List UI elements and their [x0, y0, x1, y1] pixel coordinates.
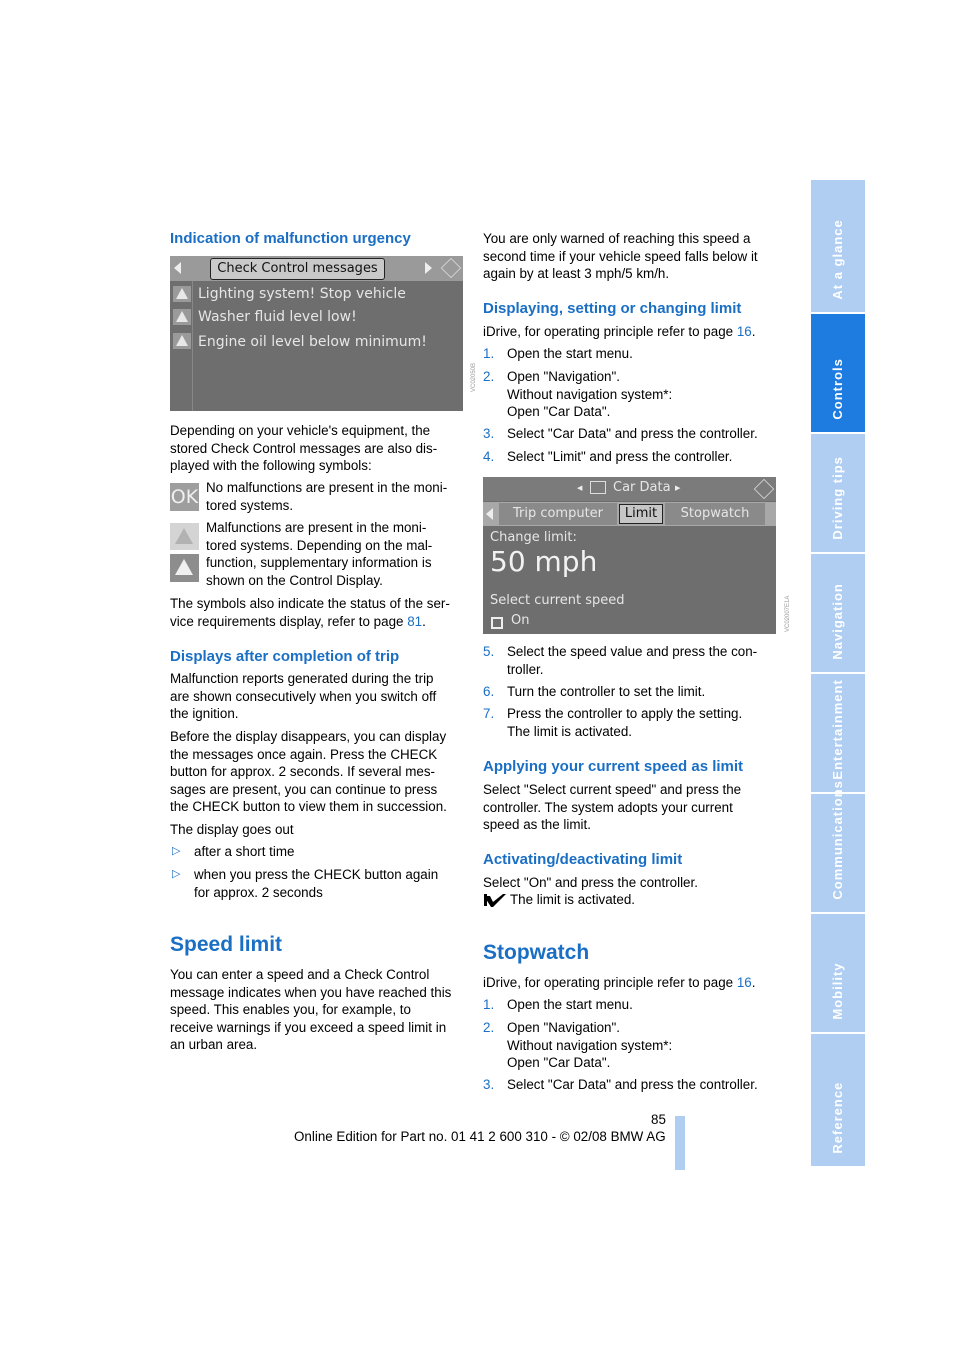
step-number: 5. — [483, 644, 495, 659]
step-text: Open the start menu. — [507, 346, 633, 361]
paragraph-activate: Select "On" and press the controller. — [483, 875, 698, 890]
step-text: Open the start menu. — [507, 997, 633, 1012]
message-item: Washer fluid level low! — [198, 309, 357, 325]
bullet-item: after a short time — [194, 844, 295, 859]
arrow-left-icon — [174, 262, 181, 274]
bullet-item: when you press the CHECK button again for approx. 2 seconds — [194, 867, 439, 900]
heading-stopwatch: Stopwatch — [483, 941, 590, 964]
screen-header: Car Data — [613, 480, 671, 495]
step-text: Open "Navigation". Without navigation system*: Open "Car Data". — [507, 1020, 673, 1071]
warning-icon — [173, 333, 191, 349]
select-current-speed[interactable]: Select current speed — [490, 593, 625, 608]
image-code: VC02050B — [471, 362, 477, 392]
arrow-right-small-icon: ▶ — [675, 484, 681, 492]
ok-icon: OK — [170, 483, 199, 511]
step-number: 1. — [483, 346, 495, 361]
step-number: 4. — [483, 449, 495, 464]
arrow-right-icon — [425, 262, 432, 274]
edition-line: Online Edition for Part no. 01 41 2 600 310 - © 02/08 BMW AG — [294, 1129, 666, 1144]
paragraph-idrive: iDrive, for operating principle refer to page 16. — [483, 324, 756, 339]
check-control-screen — [170, 256, 463, 411]
check-icon — [483, 893, 507, 908]
paragraph-status: The symbols also indicate the status of the ser- vice requirements display, refer to page 81. — [170, 596, 450, 629]
step-number: 2. — [483, 369, 495, 384]
warning-icon — [173, 286, 191, 302]
image-code: VC02007E1A — [785, 595, 791, 632]
step-number: 3. — [483, 426, 495, 441]
page-number: 85 — [651, 1112, 666, 1127]
arrow-left-icon — [486, 508, 493, 520]
step-text: Select "Car Data" and press the controller. — [507, 426, 758, 441]
page-marker-bar — [675, 1116, 685, 1170]
tab-trip-computer[interactable]: Trip computer — [499, 503, 617, 525]
paragraph-idrive: iDrive, for operating principle refer to page 16. — [483, 975, 756, 990]
heading-display-limit: Displaying, setting or changing limit — [483, 300, 742, 317]
tab-navigation[interactable]: Navigation — [811, 554, 865, 672]
tab-limit[interactable]: Limit — [619, 504, 663, 524]
divider — [192, 281, 193, 411]
paragraph-activated: The limit is activated. — [510, 892, 636, 907]
speed-value[interactable]: 50 mph — [490, 545, 598, 578]
paragraph-trip: Malfunction reports generated during the trip are shown consecutively when you switch off the ignition. — [170, 671, 437, 722]
warning-dark-icon — [170, 554, 199, 582]
bullet-arrow-icon: ▷ — [172, 868, 181, 880]
paragraph-warned: You are only warned of reaching this speed a second time if your vehicle speed falls below it again by at least 3 mph/5 km/h. — [483, 231, 758, 282]
step-text: Select the speed value and press the con- troller. — [507, 644, 758, 677]
warning-light-icon — [170, 523, 199, 550]
heading-activate: Activating/deactivating limit — [483, 851, 683, 868]
tab-at-a-glance[interactable]: At a glance — [811, 180, 865, 312]
step-number: 1. — [483, 997, 495, 1012]
checkbox-icon[interactable] — [491, 617, 503, 629]
heading-trip: Displays after completion of trip — [170, 648, 400, 665]
screen-title: Check Control messages — [210, 258, 385, 280]
tab-stopwatch[interactable]: Stopwatch — [665, 503, 765, 525]
heading-malfunction-urgency: Indication of malfunction urgency — [170, 230, 411, 247]
page-link[interactable]: 16 — [736, 324, 752, 339]
page-link[interactable]: 81 — [407, 613, 423, 629]
on-label: On — [511, 613, 530, 628]
step-number: 3. — [483, 1077, 495, 1092]
step-text: Press the controller to apply the setting. The limit is activated. — [507, 706, 743, 739]
paragraph-apply: Select "Select current speed" and press the controller. The system adopts your current speed as the limit. — [483, 782, 742, 833]
tab-reference[interactable]: Reference — [811, 1034, 865, 1166]
bullet-arrow-icon: ▷ — [172, 845, 181, 857]
step-text: Select "Limit" and press the controller. — [507, 449, 733, 464]
step-number: 7. — [483, 706, 495, 721]
step-text: Open "Navigation". Without navigation system*: Open "Car Data". — [507, 369, 673, 420]
tab-driving-tips[interactable]: Driving tips — [811, 434, 865, 552]
heading-speed-limit: Speed limit — [170, 933, 283, 956]
car-data-screen — [483, 477, 776, 634]
change-limit-label: Change limit: — [490, 530, 577, 545]
message-item: Engine oil level below minimum! — [198, 334, 427, 350]
step-text: Select "Car Data" and press the controller. — [507, 1077, 758, 1092]
heading-apply-speed: Applying your current speed as limit — [483, 758, 744, 775]
warning-icon — [173, 309, 191, 325]
arrow-left-small-icon: ◀ — [577, 484, 583, 492]
tab-mobility[interactable]: Mobility — [811, 914, 865, 1032]
paragraph-speed: You can enter a speed and a Check Control message indicates when you have reached this speed. This enables you, for example, to receive warnings if you exceed a speed limit in an urban area. — [170, 967, 452, 1053]
symbol-malfunction-description: Malfunctions are present in the moni- tored systems. Depending on the mal- function, supplementary information is shown on the Control Display. — [206, 520, 433, 588]
paragraph-goes-out: The display goes out — [170, 822, 294, 837]
tab-communications[interactable]: Communications — [811, 794, 865, 912]
paragraph-before: Before the display disappears, you can display the messages once again. Press the CHECK button for approx. 2 seconds. If several mes- sages are present, you can continue to press the CHECK button to view them in succession. — [170, 729, 447, 815]
step-number: 6. — [483, 684, 495, 699]
tab-entertainment[interactable]: Entertainment — [811, 674, 865, 792]
message-item: Lighting system! Stop vehicle — [198, 286, 406, 302]
page-link[interactable]: 16 — [736, 975, 752, 990]
step-number: 2. — [483, 1020, 495, 1035]
monitor-icon — [590, 481, 606, 494]
tab-controls[interactable]: Controls — [811, 314, 865, 432]
paragraph-equipment: Depending on your vehicle's equipment, the stored Check Control messages are also dis- played with the following symbols: — [170, 423, 438, 474]
symbol-ok-description: No malfunctions are present in the moni- tored systems. — [206, 480, 448, 513]
step-text: Turn the controller to set the limit. — [507, 684, 706, 699]
